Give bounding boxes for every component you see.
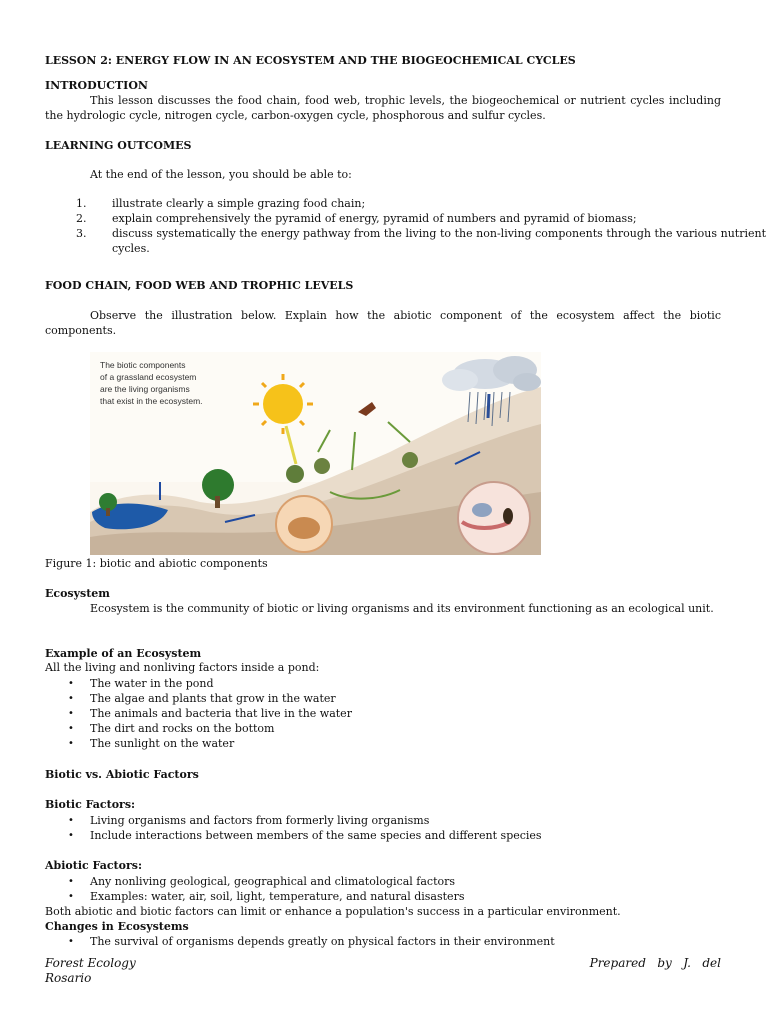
ecosystem-illustration bbox=[90, 352, 541, 555]
figure-note-line: that exist in the ecosystem. bbox=[100, 396, 203, 406]
list-item: 1. illustrate clearly a simple grazing food chain; bbox=[90, 196, 766, 211]
abiotic-after-text: Both abiotic and biotic factors can limit or enhance a population's success in a particular environment. bbox=[45, 905, 621, 918]
abiotic-heading: Abiotic Factors: bbox=[45, 859, 143, 872]
example-lead: All the living and nonliving factors inside a pond: bbox=[45, 661, 320, 674]
bush-icon bbox=[402, 452, 418, 468]
ecosystem-text: Ecosystem is the community of biotic or living organisms and its environment functioning as an ecological unit. bbox=[90, 602, 714, 615]
learning-outcomes-list bbox=[45, 196, 766, 256]
figure-note-line: are the living organisms bbox=[100, 384, 190, 394]
list-item: • The dirt and rocks on the bottom bbox=[45, 721, 352, 736]
bush-icon bbox=[314, 458, 330, 474]
introduction-heading: INTRODUCTION bbox=[45, 79, 148, 92]
list-item: 3. discuss systematically the energy pathway from the living to the non-living components through the various nutrient cycles. bbox=[90, 226, 766, 256]
list-item: • The sunlight on the water bbox=[45, 736, 352, 751]
food-chain-heading: FOOD CHAIN, FOOD WEB AND TROPHIC LEVELS bbox=[45, 279, 354, 292]
list-item: • Examples: water, air, soil, light, temperature, and natural disasters bbox=[45, 889, 464, 904]
list-item: • Living organisms and factors from formerly living organisms bbox=[45, 813, 542, 828]
decomposers-icon bbox=[458, 482, 530, 554]
ecosystem-heading: Ecosystem bbox=[45, 587, 110, 600]
learning-outcomes-heading: LEARNING OUTCOMES bbox=[45, 139, 192, 152]
list-item: • The survival of organisms depends greatly on physical factors in their environment bbox=[45, 934, 555, 949]
list-item: • The algae and plants that grow in the water bbox=[45, 691, 352, 706]
figure-note-line: The biotic components bbox=[100, 360, 186, 370]
abiotic-list bbox=[45, 874, 464, 904]
food-chain-text: Observe the illustration below. Explain how the abiotic component of the ecosystem affect the biotic components. bbox=[45, 309, 721, 337]
biotic-vs-abiotic-heading: Biotic vs. Abiotic Factors bbox=[45, 768, 199, 781]
list-item: • Any nonliving geological, geographical and climatological factors bbox=[45, 874, 464, 889]
biotic-list bbox=[45, 813, 542, 843]
footer-right: Prepared by J. del bbox=[589, 956, 721, 970]
example-list bbox=[45, 676, 352, 751]
rodent-burrow-icon bbox=[276, 496, 332, 552]
bush-icon bbox=[286, 465, 304, 483]
changes-list bbox=[45, 934, 555, 949]
learning-outcomes-lead: At the end of the lesson, you should be able to: bbox=[90, 168, 352, 181]
footer-left-line2: Rosario bbox=[45, 971, 92, 985]
figure-note-line: of a grassland ecosystem bbox=[100, 372, 197, 382]
list-item: 2. explain comprehensively the pyramid of energy, pyramid of numbers and pyramid of biomass; bbox=[90, 211, 766, 226]
introduction-text: This lesson discusses the food chain, food web, trophic levels, the biogeochemical or nutrient cycles including the hydrologic cycle, nitrogen cycle, carbon-oxygen cycle, phosphorous and sulfur cycles. bbox=[45, 94, 721, 122]
lesson-title: LESSON 2: ENERGY FLOW IN AN ECOSYSTEM AND THE BIOGEOCHEMICAL CYCLES bbox=[45, 54, 576, 67]
footer-left-line1: Forest Ecology bbox=[45, 956, 136, 970]
changes-heading: Changes in Ecosystems bbox=[45, 920, 189, 933]
figure-caption: Figure 1: biotic and abiotic components bbox=[45, 557, 268, 570]
list-item: • The animals and bacteria that live in the water bbox=[45, 706, 352, 721]
biotic-heading: Biotic Factors: bbox=[45, 798, 136, 811]
list-item: • The water in the pond bbox=[45, 676, 352, 691]
list-item: • Include interactions between members of the same species and different species bbox=[45, 828, 542, 843]
example-heading: Example of an Ecosystem bbox=[45, 647, 202, 660]
